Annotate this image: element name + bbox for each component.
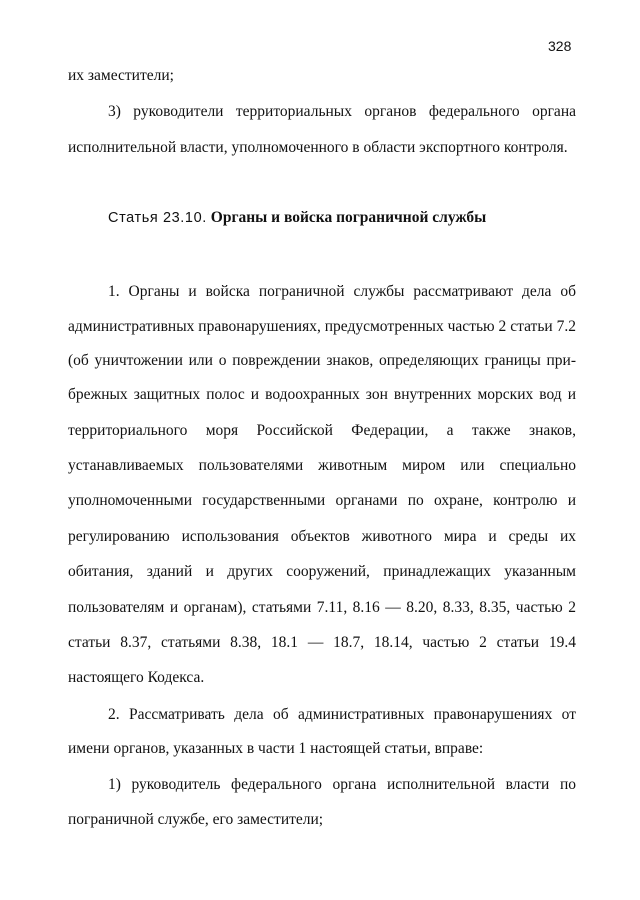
page-number: 328 xyxy=(548,38,572,54)
text-line: настоящего Кодекса. xyxy=(68,669,205,686)
text-line: статьи 8.37, статьями 8.38, 18.1 — 18.7, 18.14, частью 2 статьи 19.4 xyxy=(68,634,576,651)
text-line: пользователям и органам), статьями 7.11, 8.16 — 8.20, 8.33, 8.35, частью 2 xyxy=(68,599,576,616)
text-line: исполнительной власти, уполномоченного в области экспортного контроля. xyxy=(68,139,568,156)
article-number: Статья 23.10. xyxy=(108,210,207,226)
text-line: устанавливаемых пользователями животным миром или специально xyxy=(68,457,576,474)
text-line: пограничной службе, его заместители; xyxy=(68,811,324,828)
text-line: уполномоченными государственными органами по охране, контролю и xyxy=(68,492,576,509)
text-line: брежных защитных полос и водоохранных зон внутренних морских вод и xyxy=(68,386,576,403)
article-title: Органы и войска пограничной службы xyxy=(210,209,487,226)
text-line: 3) руководители территориальных органов федерального органа xyxy=(108,103,576,120)
text-line: их заместители; xyxy=(68,67,174,84)
text-line: (об уничтожении или о повреждении знаков, определяющих границы при- xyxy=(68,352,576,369)
text-line: 1) руководитель федерального органа исполнительной власти по xyxy=(108,776,576,793)
text-line: обитания, зданий и других сооружений, принадлежащих указанным xyxy=(68,563,576,580)
text-line: имени органов, указанных в части 1 настоящей статьи, вправе: xyxy=(68,740,484,757)
text-line: территориального моря Российской Федерации, а также знаков, xyxy=(68,422,576,439)
text-line: 2. Рассматривать дела об административных правонарушениях от xyxy=(108,706,576,723)
text-line: административных правонарушениях, предусмотренных частью 2 статьи 7.2 xyxy=(68,318,576,335)
article-heading xyxy=(108,209,486,227)
text-line: 1. Органы и войска пограничной службы рассматривают дела об xyxy=(108,283,576,300)
text-line: регулированию использования объектов животного мира и среды их xyxy=(68,528,576,545)
